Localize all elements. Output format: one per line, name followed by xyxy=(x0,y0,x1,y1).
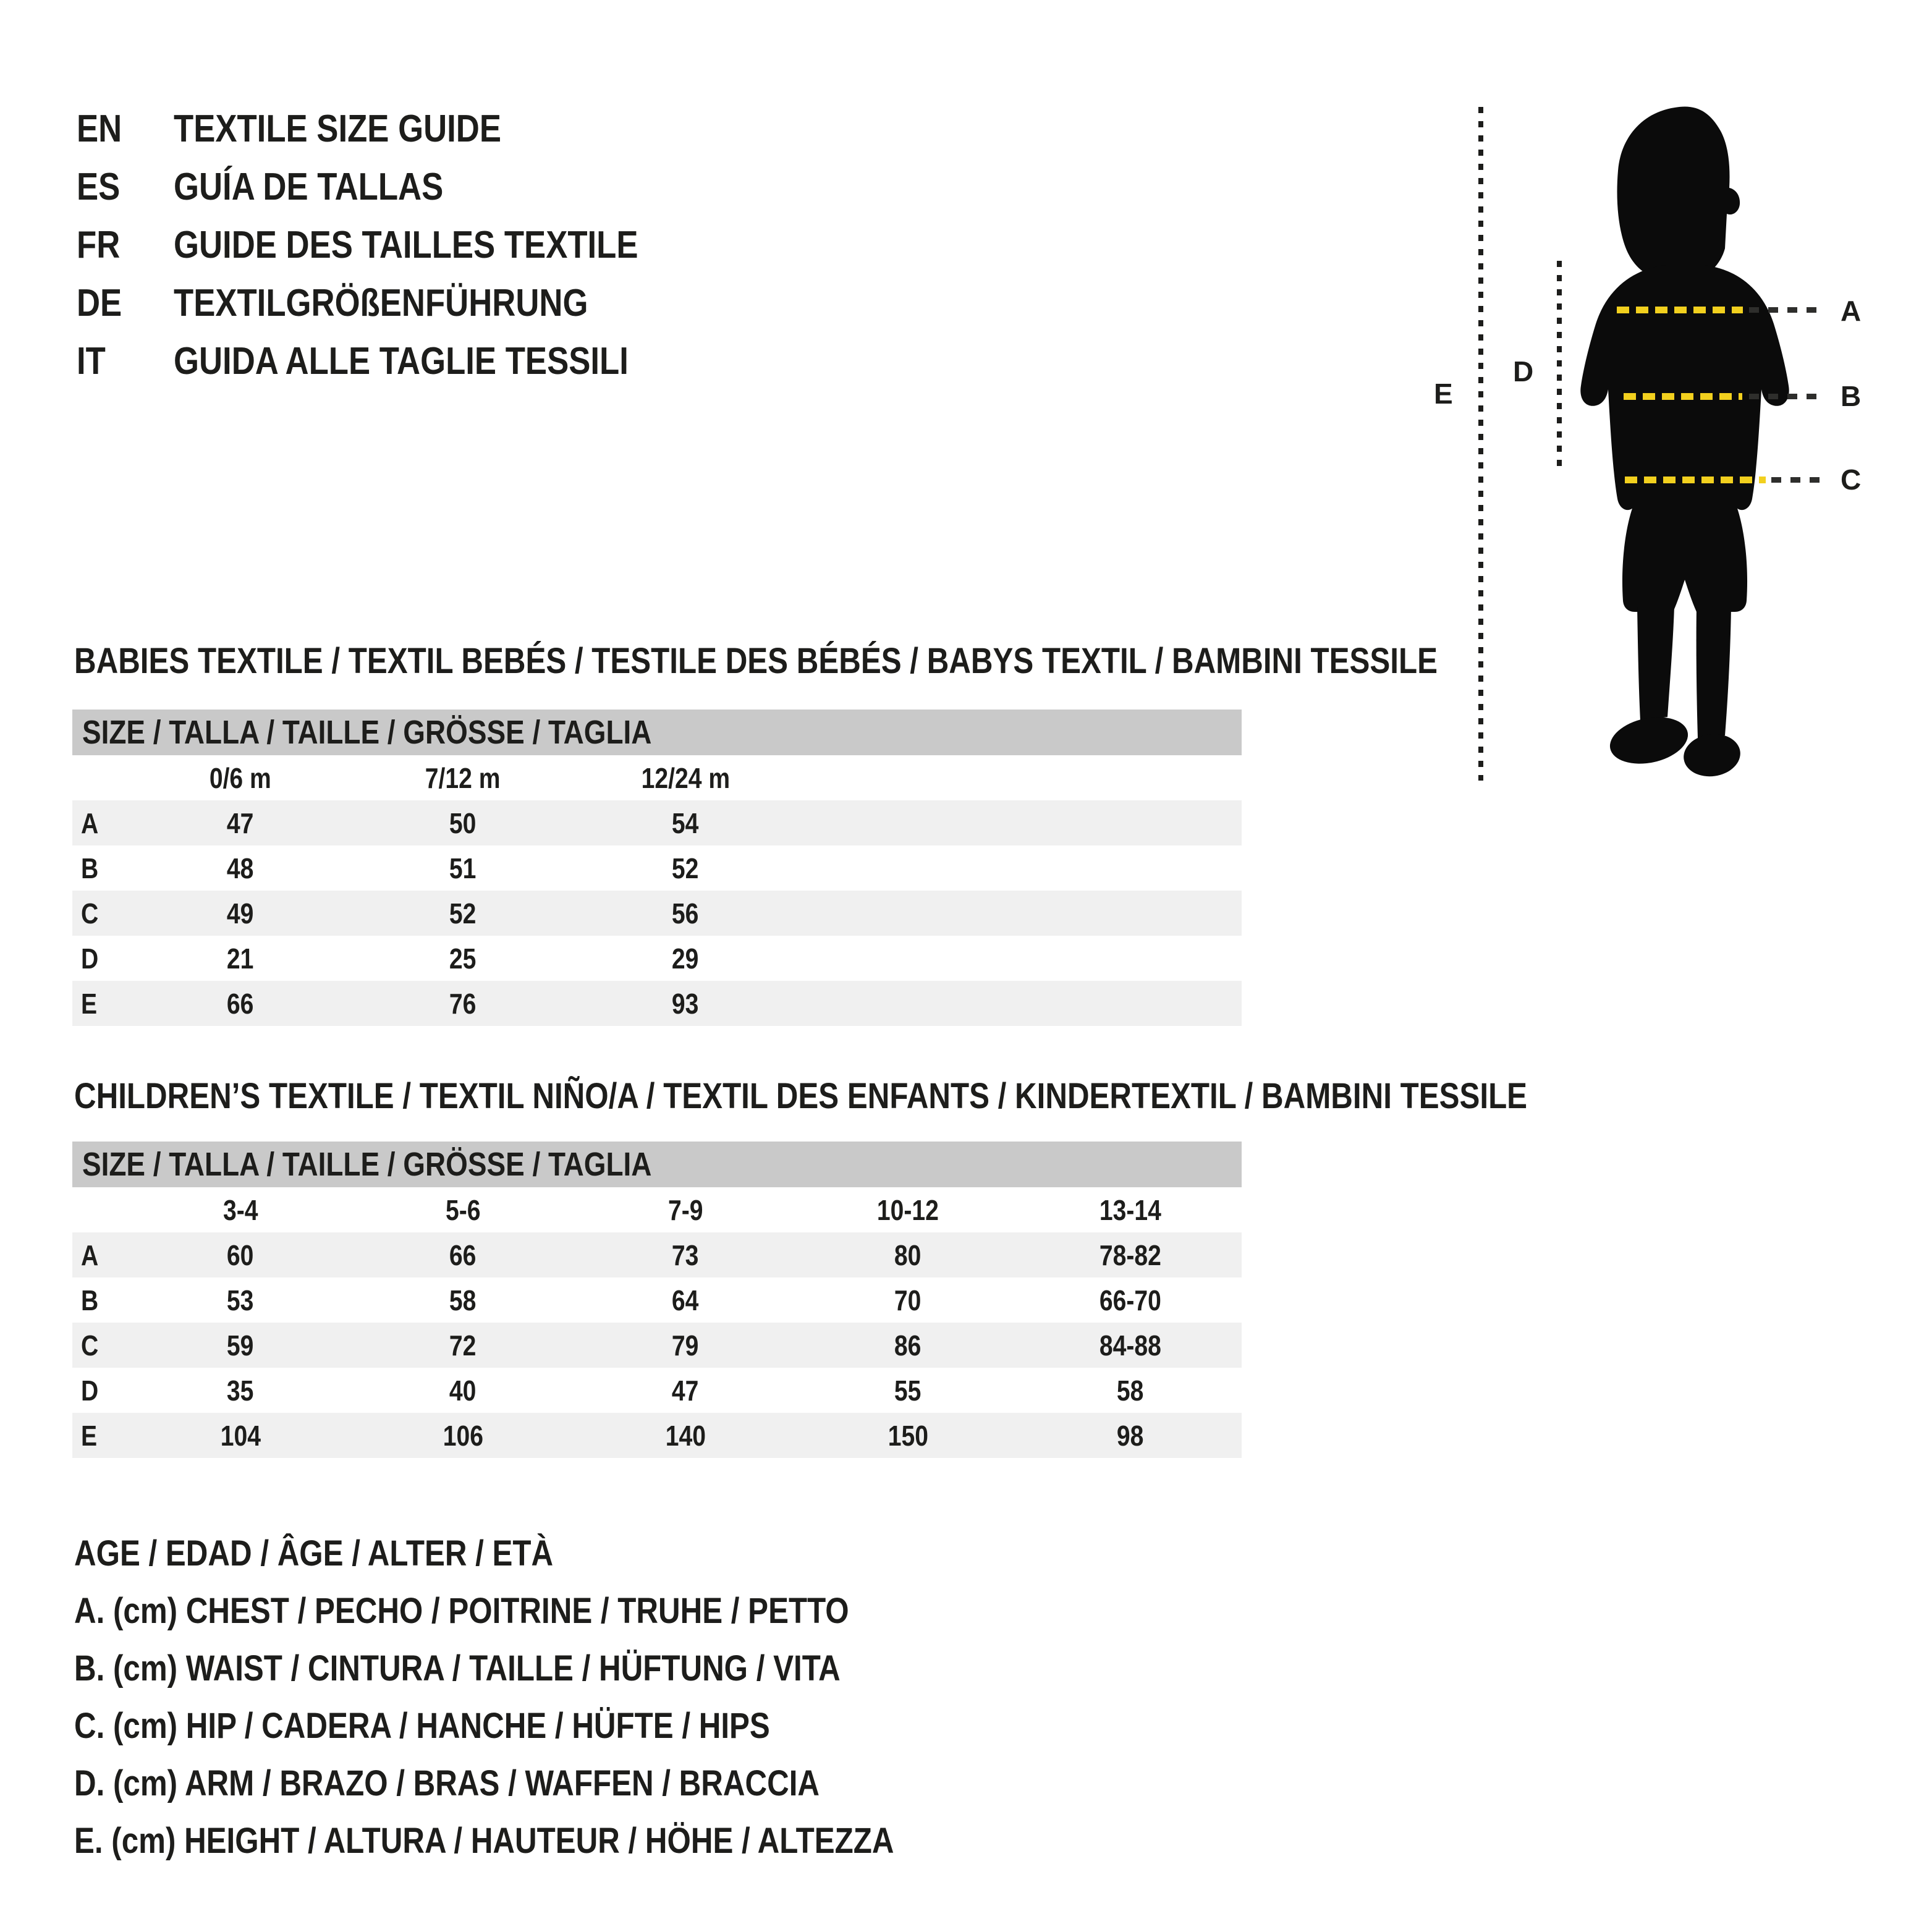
height-label-e: E xyxy=(1434,378,1453,410)
size-row xyxy=(72,845,1242,891)
row-label: D xyxy=(81,1374,99,1407)
size-cell: 55 xyxy=(894,1374,922,1407)
size-cell: 140 xyxy=(665,1419,706,1452)
row-label: D xyxy=(81,942,99,975)
legend-item-arm: D. (cm) ARM / BRAZO / BRAS / WAFFEN / BRACCIA xyxy=(74,1763,820,1803)
row-label: E xyxy=(81,987,98,1020)
row-label: B xyxy=(81,1284,99,1316)
size-cell: 59 xyxy=(227,1329,254,1362)
column-header-cell: 7/12 m xyxy=(425,761,501,794)
size-cell: 70 xyxy=(894,1284,922,1316)
chest-label-a: A xyxy=(1841,295,1862,327)
right-leg xyxy=(1697,607,1731,738)
size-cell: 47 xyxy=(672,1374,699,1407)
language-code: EN xyxy=(77,108,122,150)
legend-item-chest: A. (cm) CHEST / PECHO / POITRINE / TRUHE / PETTO xyxy=(74,1591,849,1631)
language-title: TEXTILE SIZE GUIDE xyxy=(174,108,501,150)
children-section-title: CHILDREN’S TEXTILE / TEXTIL NIÑO/A / TEXTIL DES ENFANTS / KINDERTEXTIL / BAMBINI TESSILE xyxy=(74,1076,1528,1116)
measurement-legend xyxy=(74,1525,1039,1870)
legend-item-waist: B. (cm) WAIST / CINTURA / TAILLE / HÜFTUNG / VITA xyxy=(74,1648,841,1688)
size-cell: 79 xyxy=(672,1329,699,1362)
size-cell: 21 xyxy=(227,942,254,975)
hip-line-c-yellow xyxy=(1625,477,1766,483)
language-title: TEXTILGRÖßENFÜHRUNG xyxy=(174,282,588,324)
arm-line-d xyxy=(1557,261,1562,471)
language-code: FR xyxy=(77,224,121,266)
size-cell: 48 xyxy=(227,852,254,884)
size-cell: 73 xyxy=(672,1239,699,1271)
waist-line-b-yellow xyxy=(1624,393,1742,400)
size-cell: 51 xyxy=(449,852,477,884)
language-row xyxy=(77,100,720,158)
column-header-row xyxy=(72,755,1242,800)
row-label: B xyxy=(81,852,99,884)
size-cell: 150 xyxy=(888,1419,928,1452)
size-row xyxy=(72,1323,1242,1368)
size-cell: 50 xyxy=(449,807,477,839)
size-cell: 78-82 xyxy=(1099,1239,1162,1271)
row-label: A xyxy=(81,1239,99,1271)
size-cell: 72 xyxy=(449,1329,477,1362)
size-cell: 58 xyxy=(1117,1374,1144,1407)
size-cell: 52 xyxy=(672,852,699,884)
language-code: DE xyxy=(77,282,122,324)
size-cell: 64 xyxy=(672,1284,699,1316)
column-header-cell: 3-4 xyxy=(222,1193,258,1226)
column-header-cell: 5-6 xyxy=(445,1193,481,1226)
right-shoe xyxy=(1681,731,1743,780)
row-label: E xyxy=(81,1419,98,1452)
chest-line-a-yellow xyxy=(1617,307,1743,313)
row-label: C xyxy=(81,897,99,930)
left-shoe xyxy=(1606,710,1692,770)
size-cell: 66-70 xyxy=(1099,1284,1162,1316)
size-cell: 60 xyxy=(227,1239,254,1271)
language-row xyxy=(77,158,720,216)
column-header-row xyxy=(72,1187,1242,1232)
size-row xyxy=(72,1277,1242,1323)
size-cell: 84-88 xyxy=(1099,1329,1162,1362)
chest-line-a-dark xyxy=(1749,307,1822,313)
language-title: GUÍA DE TALLAS xyxy=(174,166,444,208)
legend-age-line: AGE / EDAD / ÂGE / ALTER / ETÀ xyxy=(74,1533,554,1574)
language-code: ES xyxy=(77,166,121,208)
size-cell: 106 xyxy=(443,1419,483,1452)
size-cell: 35 xyxy=(227,1374,254,1407)
size-cell: 54 xyxy=(672,807,699,839)
size-row xyxy=(72,800,1242,845)
language-code: IT xyxy=(77,340,106,383)
column-header-cell: 10-12 xyxy=(876,1193,939,1226)
size-cell: 40 xyxy=(449,1374,477,1407)
language-row xyxy=(77,216,720,274)
legend-item-hip: C. (cm) HIP / CADERA / HANCHE / HÜFTE / HIPS xyxy=(74,1706,770,1746)
size-header-bar: SIZE / TALLA / TAILLE / GRÖSSE / TAGLIA xyxy=(72,710,1242,755)
arm-label-d: D xyxy=(1513,355,1534,388)
language-title: GUIDE DES TAILLES TEXTILE xyxy=(174,224,638,266)
row-label: A xyxy=(81,807,99,839)
size-cell: 58 xyxy=(449,1284,477,1316)
size-cell: 56 xyxy=(672,897,699,930)
column-header-cell: 7-9 xyxy=(667,1193,703,1226)
waist-line-b-dark xyxy=(1749,394,1822,399)
size-row xyxy=(72,1413,1242,1458)
size-cell: 52 xyxy=(449,897,477,930)
size-row xyxy=(72,891,1242,936)
children-size-table xyxy=(72,1142,1242,1458)
babies-size-table xyxy=(72,710,1242,1026)
column-header-cell: 12/24 m xyxy=(641,761,730,794)
size-row xyxy=(72,1368,1242,1413)
size-row xyxy=(72,981,1242,1026)
size-cell: 98 xyxy=(1117,1419,1144,1452)
size-cell: 66 xyxy=(227,987,254,1020)
size-cell: 25 xyxy=(449,942,477,975)
language-header xyxy=(77,100,720,391)
size-cell: 66 xyxy=(449,1239,477,1271)
legend-item-height: E. (cm) HEIGHT / ALTURA / HAUTEUR / HÖHE / ALTEZZA xyxy=(74,1821,894,1861)
size-cell: 29 xyxy=(672,942,699,975)
babies-section-title: BABIES TEXTILE / TEXTIL BEBÉS / TESTILE DES BÉBÉS / BABYS TEXTIL / BAMBINI TESSILE xyxy=(74,641,1438,681)
size-row xyxy=(72,1232,1242,1277)
language-title: GUIDA ALLE TAGLIE TESSILI xyxy=(174,340,629,383)
size-cell: 53 xyxy=(227,1284,254,1316)
hip-label-c: C xyxy=(1841,464,1862,496)
size-cell: 49 xyxy=(227,897,254,930)
size-cell: 76 xyxy=(449,987,477,1020)
language-row xyxy=(77,274,720,333)
hip-line-c-dark xyxy=(1771,477,1822,483)
size-cell: 104 xyxy=(220,1419,261,1452)
size-cell: 93 xyxy=(672,987,699,1020)
size-header-bar: SIZE / TALLA / TAILLE / GRÖSSE / TAGLIA xyxy=(72,1142,1242,1187)
size-cell: 47 xyxy=(227,807,254,839)
column-header-cell: 13-14 xyxy=(1099,1193,1162,1226)
size-row xyxy=(72,936,1242,981)
waist-label-b: B xyxy=(1841,380,1862,412)
language-row xyxy=(77,333,720,391)
size-cell: 86 xyxy=(894,1329,922,1362)
shorts xyxy=(1622,505,1747,612)
row-label: C xyxy=(81,1329,99,1362)
column-header-cell: 0/6 m xyxy=(209,761,271,794)
size-cell: 80 xyxy=(894,1239,922,1271)
